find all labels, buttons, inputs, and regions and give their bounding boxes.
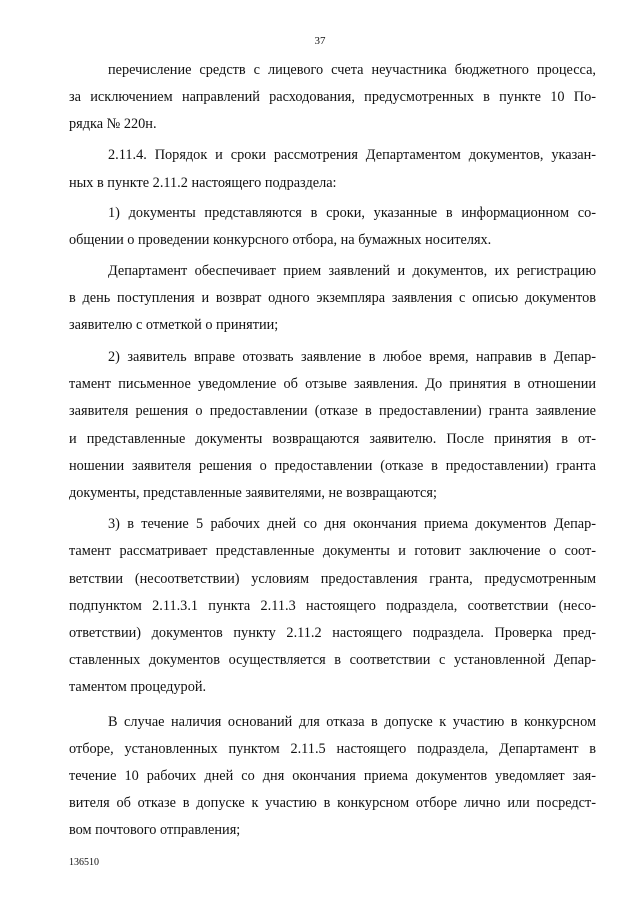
text-line: тамент письменное уведомление об отзыве заявления. До принятия в отношении <box>69 376 596 392</box>
text-line: общении о проведении конкурсного отбора, на бумажных носителях. <box>69 232 492 248</box>
text-line: в день поступления и возврат одного экземпляра заявления с описью документов <box>69 290 596 306</box>
text-line: и представленные документы возвращаются заявителю. После принятия в от- <box>69 431 596 447</box>
text-line: 2) заявитель вправе отозвать заявление в любое время, направив в Депар- <box>108 349 596 365</box>
text-line: ветствии (несоответствии) условиям предоставления гранта, предусмотренным <box>69 571 596 587</box>
text-line: отборе, установленных пунктом 2.11.5 настоящего подраздела, Департамент в <box>69 741 596 757</box>
text-line: таментом процедурой. <box>69 679 207 695</box>
page-number: 37 <box>314 35 326 47</box>
text-line: ных в пункте 2.11.2 настоящего подраздела: <box>69 175 337 191</box>
text-line: вом почтового отправления; <box>69 822 241 838</box>
text-line: 1) документы представляются в сроки, указанные в информационном со- <box>108 205 596 221</box>
text-line: ответствии) документов пункту 2.11.2 настоящего подраздела. Проверка пред- <box>69 625 596 641</box>
text-line: документы, представленные заявителями, не возвращаются; <box>69 485 437 501</box>
text-line: за исключением направлений расходования, предусмотренных в пункте 10 По- <box>69 89 596 105</box>
text-line: ношении заявителя решения о предоставлении (отказе в предоставлении) гранта <box>69 458 596 474</box>
text-line: ставленных документов осуществляется в соответствии с установленной Депар- <box>69 652 596 668</box>
text-line: течение 10 рабочих дней со дня окончания приема документов уведомляет зая- <box>69 768 596 784</box>
text-line: 3) в течение 5 рабочих дней со дня окончания приема документов Депар- <box>108 516 596 532</box>
text-line: Департамент обеспечивает прием заявлений и документов, их регистрацию <box>108 263 596 279</box>
text-line: рядка № 220н. <box>69 116 157 132</box>
text-line: заявителя решения о предоставлении (отказе в предоставлении) гранта заявление <box>69 403 596 419</box>
text-line: 2.11.4. Порядок и сроки рассмотрения Департаментом документов, указан- <box>108 147 596 163</box>
footer-code: 136510 <box>69 857 99 868</box>
text-line: подпунктом 2.11.3.1 пункта 2.11.3 настоящего подраздела, соответствии (несо- <box>69 598 596 614</box>
text-line: тамент рассматривает представленные документы и готовит заключение о соот- <box>69 543 596 559</box>
text-line: перечисление средств с лицевого счета неучастника бюджетного процесса, <box>108 62 596 78</box>
text-line: заявителю с отметкой о принятии; <box>69 317 279 333</box>
text-line: В случае наличия оснований для отказа в допуске к участию в конкурсном <box>108 714 596 730</box>
text-line: вителя об отказе в допуске к участию в конкурсном отборе лично или посредст- <box>69 795 596 811</box>
